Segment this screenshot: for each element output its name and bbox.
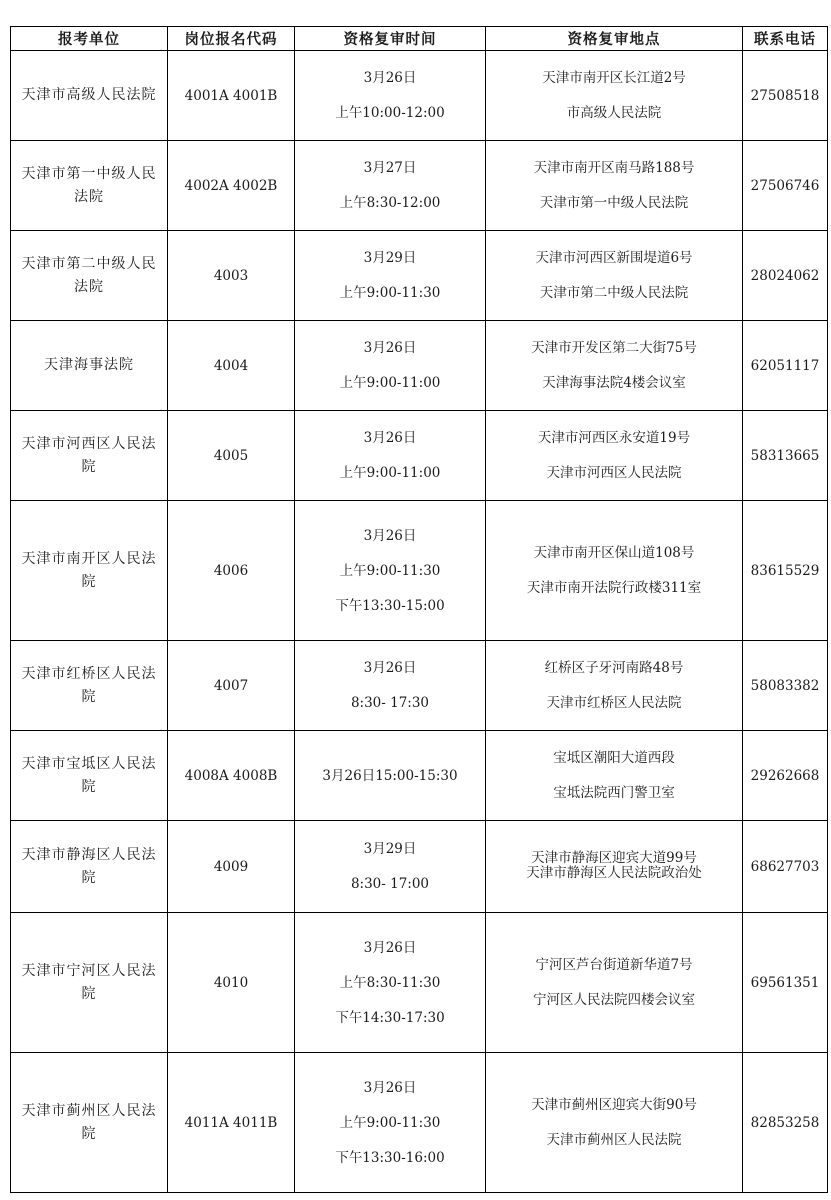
table-row <box>11 231 828 321</box>
phone-cell: 82853258 <box>743 1053 828 1193</box>
header-code: 岗位报名代码 <box>168 27 295 51</box>
unit-cell: 天津市宁河区人民法院 <box>11 913 168 1053</box>
unit-cell: 天津市河西区人民法院 <box>11 411 168 501</box>
time-line: 下午14:30-17:30 <box>335 1009 445 1026</box>
time-line: 3月26日 <box>363 70 417 86</box>
place-cell <box>486 641 743 731</box>
code-cell: 4007 <box>168 641 295 731</box>
place-line: 宝坻法院西门警卫室 <box>553 785 675 801</box>
place-line: 天津市第一中级人民法院 <box>539 195 689 211</box>
time-line: 下午13:30-15:00 <box>335 597 445 614</box>
header-phone: 联系电话 <box>743 27 828 51</box>
time-line: 8:30- 17:00 <box>350 876 430 892</box>
phone-cell: 58083382 <box>743 641 828 731</box>
code-cell: 4010 <box>168 913 295 1053</box>
time-cell <box>295 913 486 1053</box>
header-time: 资格复审时间 <box>295 27 486 51</box>
table-row <box>11 1053 828 1193</box>
place-cell <box>486 1053 743 1193</box>
table-row <box>11 821 828 913</box>
header-place: 资格复审地点 <box>486 27 743 51</box>
time-cell <box>295 411 486 501</box>
time-line: 3月26日15:00-15:30 <box>322 767 458 784</box>
place-line: 天津市红桥区人民法院 <box>546 695 682 711</box>
place-line: 宁河区人民法院四楼会议室 <box>533 992 695 1008</box>
time-cell <box>295 51 486 141</box>
review-schedule-table <box>10 26 828 1193</box>
code-cell: 4005 <box>168 411 295 501</box>
place-line: 天津市第二中级人民法院 <box>539 285 689 301</box>
phone-cell: 29262668 <box>743 731 828 821</box>
unit-cell: 天津海事法院 <box>11 321 168 411</box>
code-cell: 4011A 4011B <box>168 1053 295 1193</box>
time-line: 上午8:30-12:00 <box>339 195 441 211</box>
phone-cell: 58313665 <box>743 411 828 501</box>
table-row <box>11 411 828 501</box>
place-cell <box>486 411 743 501</box>
time-line: 上午9:00-11:30 <box>339 562 441 579</box>
place-cell <box>486 321 743 411</box>
place-cell <box>486 51 743 141</box>
place-cell <box>486 913 743 1053</box>
place-line: 天津市河西区永安道19号 <box>537 430 691 446</box>
time-cell <box>295 731 486 821</box>
place-cell <box>486 731 743 821</box>
place-line: 天津市河西区新围堤道6号 <box>535 250 693 266</box>
code-cell: 4008A 4008B <box>168 731 295 821</box>
time-cell <box>295 141 486 231</box>
place-line: 市高级人民法院 <box>566 105 662 121</box>
table-row <box>11 321 828 411</box>
place-line: 天津市静海区人民法院政治处 <box>526 865 702 881</box>
table-row <box>11 641 828 731</box>
phone-cell: 27506746 <box>743 141 828 231</box>
time-cell <box>295 1053 486 1193</box>
place-line: 天津市南开区长江道2号 <box>542 70 686 86</box>
place-line: 天津市南开法院行政楼311室 <box>526 580 702 596</box>
code-cell: 4001A 4001B <box>168 51 295 141</box>
phone-cell: 28024062 <box>743 231 828 321</box>
unit-cell: 天津市高级人民法院 <box>11 51 168 141</box>
unit-cell: 天津市南开区人民法院 <box>11 501 168 641</box>
place-line: 天津海事法院4楼会议室 <box>542 375 686 391</box>
time-line: 上午10:00-12:00 <box>335 105 445 121</box>
unit-cell: 天津市红桥区人民法院 <box>11 641 168 731</box>
time-line: 上午9:00-11:00 <box>339 375 441 391</box>
code-cell: 4002A 4002B <box>168 141 295 231</box>
table-row <box>11 501 828 641</box>
place-line: 天津市南开区南马路188号 <box>533 160 695 176</box>
time-line: 8:30- 17:30 <box>350 695 430 711</box>
place-line: 红桥区子牙河南路48号 <box>544 660 684 676</box>
time-line: 3月27日 <box>363 160 417 176</box>
time-cell <box>295 641 486 731</box>
time-cell <box>295 231 486 321</box>
unit-cell: 天津市蓟州区人民法院 <box>11 1053 168 1193</box>
header-unit: 报考单位 <box>11 27 168 51</box>
unit-cell: 天津市第二中级人民法院 <box>11 231 168 321</box>
place-line: 宝坻区潮阳大道西段 <box>553 750 675 766</box>
time-cell <box>295 501 486 641</box>
place-cell <box>486 231 743 321</box>
code-cell: 4003 <box>168 231 295 321</box>
place-cell <box>486 141 743 231</box>
code-cell: 4004 <box>168 321 295 411</box>
place-line: 天津市开发区第二大街75号 <box>531 340 697 356</box>
time-line: 上午9:00-11:30 <box>339 285 441 301</box>
time-line: 3月26日 <box>363 430 417 446</box>
time-line: 下午13:30-16:00 <box>335 1149 445 1166</box>
unit-cell: 天津市第一中级人民法院 <box>11 141 168 231</box>
place-line: 天津市河西区人民法院 <box>546 465 682 481</box>
phone-cell: 68627703 <box>743 821 828 913</box>
time-cell <box>295 321 486 411</box>
phone-cell: 62051117 <box>743 321 828 411</box>
time-line: 3月26日 <box>363 340 417 356</box>
code-cell: 4006 <box>168 501 295 641</box>
phone-cell: 83615529 <box>743 501 828 641</box>
time-line: 上午8:30-11:30 <box>339 974 441 991</box>
time-line: 3月29日 <box>363 250 417 266</box>
table-row <box>11 913 828 1053</box>
time-line: 3月26日 <box>363 1079 417 1096</box>
phone-cell: 69561351 <box>743 913 828 1053</box>
place-cell <box>486 501 743 641</box>
code-cell: 4009 <box>168 821 295 913</box>
time-line: 上午9:00-11:00 <box>339 465 441 481</box>
time-line: 3月29日 <box>363 841 417 857</box>
unit-cell: 天津市宝坻区人民法院 <box>11 731 168 821</box>
time-line: 3月26日 <box>363 939 417 956</box>
place-cell <box>486 821 743 913</box>
table-row <box>11 141 828 231</box>
phone-cell: 27508518 <box>743 51 828 141</box>
unit-cell: 天津市静海区人民法院 <box>11 821 168 913</box>
time-line: 3月26日 <box>363 660 417 676</box>
place-line: 天津市静海区迎宾大道99号 <box>531 850 697 866</box>
place-line: 天津市南开区保山道108号 <box>533 545 695 561</box>
place-line: 宁河区芦台街道新华道7号 <box>535 957 693 973</box>
place-line: 天津市蓟州区人民法院 <box>546 1132 682 1148</box>
time-cell <box>295 821 486 913</box>
table-row <box>11 51 828 141</box>
header-row <box>11 27 828 51</box>
time-line: 3月26日 <box>363 527 417 544</box>
time-line: 上午9:00-11:30 <box>339 1114 441 1131</box>
table-row <box>11 731 828 821</box>
place-line: 天津市蓟州区迎宾大街90号 <box>531 1097 697 1113</box>
table-body <box>11 51 828 1193</box>
